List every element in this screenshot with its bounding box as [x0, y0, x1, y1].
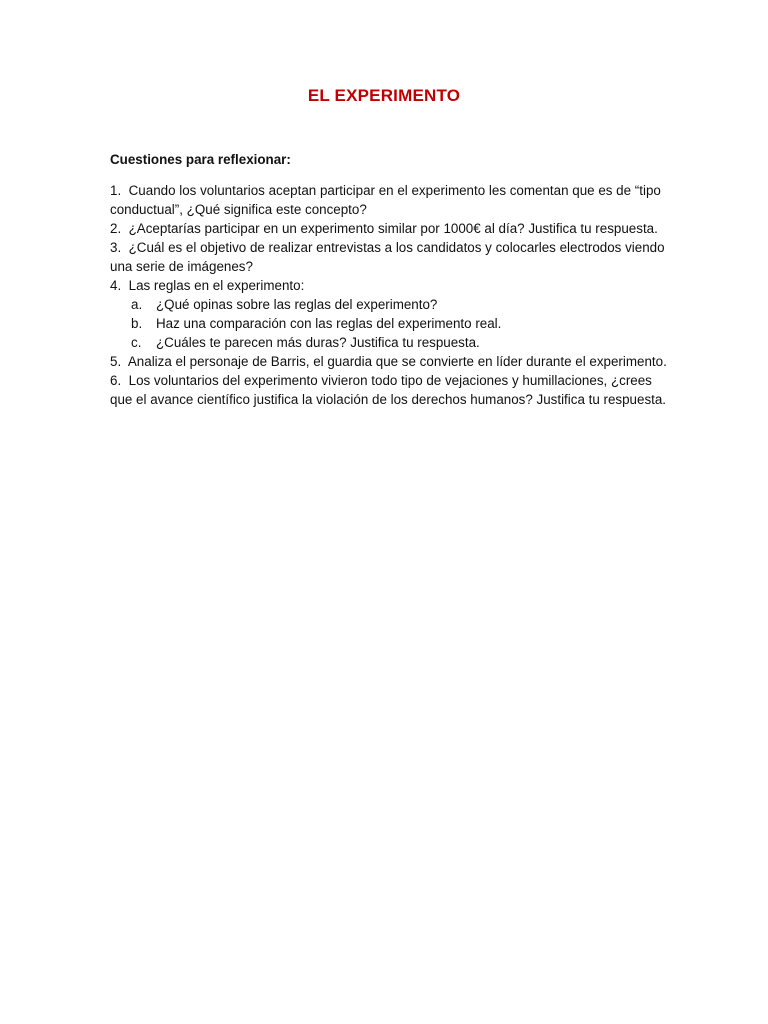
- sub-question-text: ¿Qué opinas sobre las reglas del experimento?: [156, 297, 438, 312]
- document-content: [110, 150, 670, 409]
- question-1: [110, 181, 670, 219]
- question-6: [110, 371, 670, 409]
- sub-question-letter: c.: [131, 335, 142, 350]
- question-text: Las reglas en el experimento:: [128, 278, 305, 293]
- question-number: 5.: [110, 354, 122, 369]
- sub-question-letter: b.: [131, 316, 143, 331]
- question-text: ¿Aceptarías participar en un experimento similar por 1000€ al día? Justifica tu respuesta.: [128, 221, 658, 236]
- question-5: [110, 352, 670, 371]
- question-number: 1.: [110, 183, 122, 198]
- question-text: Cuando los voluntarios aceptan participar en el experimento les comentan que es de “tipo conductual”, ¿Qué significa este concepto?: [110, 183, 661, 217]
- question-number: 4.: [110, 278, 122, 293]
- sub-question-text: Haz una comparación con las reglas del experimento real.: [156, 316, 502, 331]
- question-3: [110, 238, 670, 276]
- document-title: EL EXPERIMENTO: [307, 86, 461, 105]
- question-2: [110, 219, 670, 238]
- question-text: Analiza el personaje de Barris, el guardia que se convierte en líder durante el experimento.: [127, 354, 667, 369]
- sub-question-c: [110, 333, 670, 352]
- question-text: Los voluntarios del experimento vivieron todo tipo de vejaciones y humillaciones, ¿crees que el avance científico justifica la violación de los derechos humanos? Justifica tu respuesta.: [110, 373, 667, 407]
- question-number: 2.: [110, 221, 122, 236]
- section-subtitle: Cuestiones para reflexionar:: [110, 152, 291, 167]
- question-number: 6.: [110, 373, 122, 388]
- question-4-sub-list: [110, 295, 670, 352]
- sub-question-a: [110, 295, 670, 314]
- sub-question-text: ¿Cuáles te parecen más duras? Justifica tu respuesta.: [156, 335, 480, 350]
- sub-question-letter: a.: [131, 297, 143, 312]
- question-text: ¿Cuál es el objetivo de realizar entrevistas a los candidatos y colocarles electrodos viendo una serie de imágenes?: [110, 240, 665, 274]
- question-4: [110, 276, 670, 295]
- question-number: 3.: [110, 240, 122, 255]
- sub-question-b: [110, 314, 670, 333]
